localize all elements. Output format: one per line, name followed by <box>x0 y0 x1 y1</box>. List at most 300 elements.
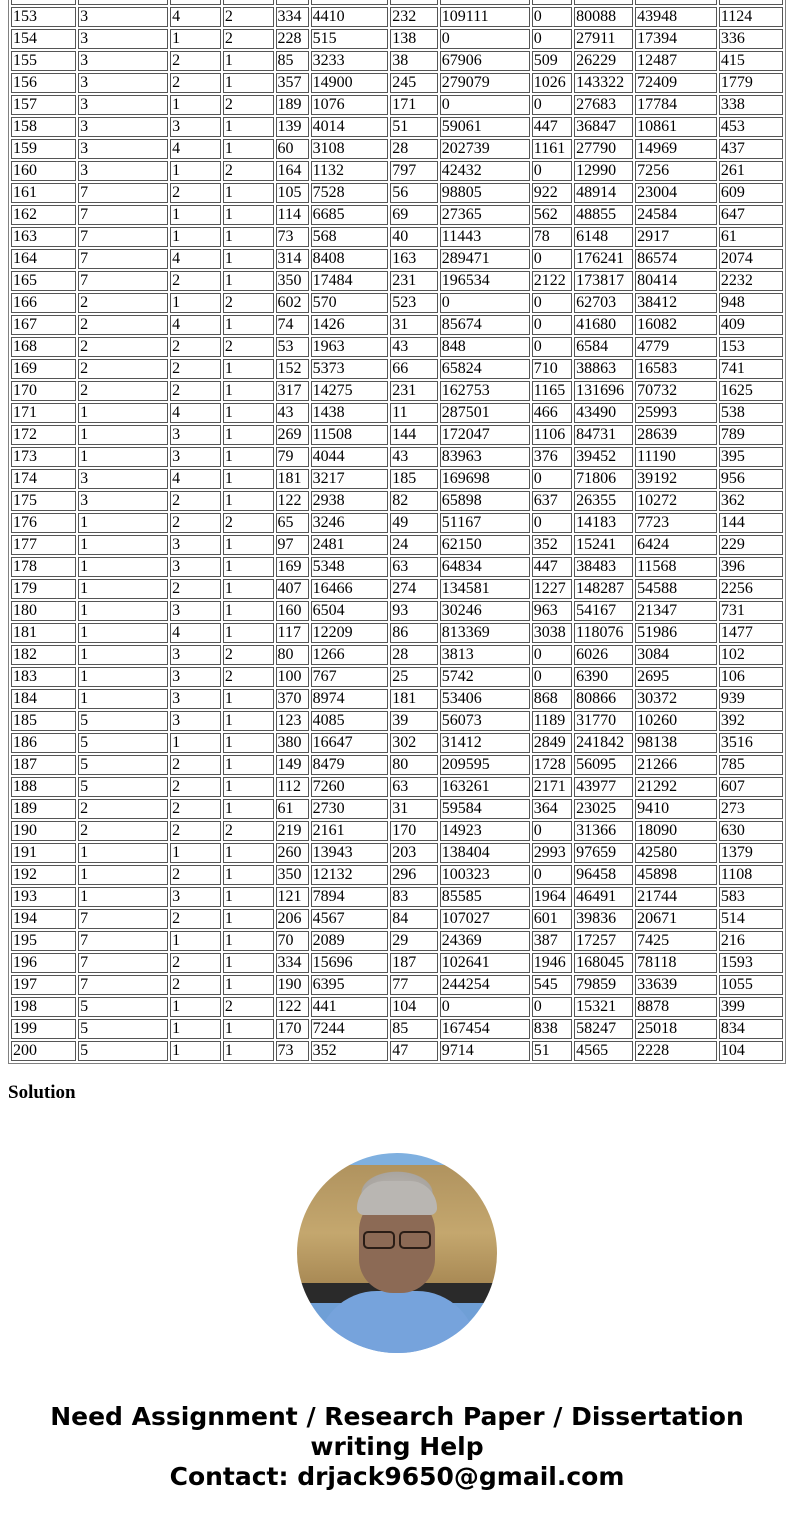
table-cell: 181 <box>11 623 76 643</box>
table-cell: 24 <box>390 535 438 555</box>
table-cell: 1 <box>223 711 274 731</box>
table-cell: 36847 <box>574 117 633 137</box>
solution-heading: Solution <box>8 1082 76 1103</box>
table-cell: 12132 <box>311 865 389 885</box>
table-cell: 138404 <box>440 843 530 863</box>
table-cell: 296 <box>390 865 438 885</box>
table-cell: 1 <box>223 381 274 401</box>
table-cell: 2 <box>170 777 221 797</box>
table-cell: 15241 <box>574 535 633 555</box>
table-cell: 2161 <box>311 821 389 841</box>
table-cell: 8479 <box>311 755 389 775</box>
table-cell: 2 <box>78 293 168 313</box>
table-cell: 562 <box>532 205 572 225</box>
table-row <box>11 513 783 533</box>
table-cell: 144 <box>719 513 783 533</box>
table-cell: 202739 <box>440 139 530 159</box>
table-cell: 7 <box>78 249 168 269</box>
table-cell: 182 <box>11 645 76 665</box>
table-cell: 387 <box>532 931 572 951</box>
table-cell: 583 <box>719 887 783 907</box>
table-cell: 170 <box>276 1019 309 1039</box>
table-cell: 7528 <box>311 183 389 203</box>
table-cell: 109111 <box>440 7 530 27</box>
table-cell: 62703 <box>574 293 633 313</box>
table-cell: 1 <box>170 227 221 247</box>
table-cell: 31 <box>390 799 438 819</box>
table-cell: 165 <box>11 271 76 291</box>
table-row <box>11 667 783 687</box>
table-cell: 27683 <box>574 95 633 115</box>
table-cell: 9410 <box>635 799 717 819</box>
table-cell: 38 <box>390 51 438 71</box>
table-row <box>11 777 783 797</box>
table-cell: 82 <box>390 491 438 511</box>
table-cell: 1 <box>78 579 168 599</box>
table-cell: 1 <box>170 931 221 951</box>
table-cell: 7 <box>78 931 168 951</box>
table-cell: 1227 <box>532 579 572 599</box>
table-cell: 83 <box>390 887 438 907</box>
table-cell: 0 <box>532 161 572 181</box>
table-cell: 200 <box>11 1041 76 1061</box>
table-cell: 28639 <box>635 425 717 445</box>
table-cell: 1 <box>78 403 168 423</box>
table-cell: 1 <box>223 887 274 907</box>
table-cell: 185 <box>390 469 438 489</box>
table-cell: 98805 <box>440 183 530 203</box>
table-cell: 85 <box>276 51 309 71</box>
table-cell: 184 <box>11 689 76 709</box>
table-cell: 362 <box>719 491 783 511</box>
table-row <box>11 601 783 621</box>
table-row <box>11 425 783 445</box>
table-cell: 2 <box>170 381 221 401</box>
table-cell: 0 <box>532 7 572 27</box>
table-cell: 2 <box>223 645 274 665</box>
table-row <box>11 491 783 511</box>
table-cell: 8878 <box>635 997 717 1017</box>
table-cell: 63 <box>390 557 438 577</box>
table-row <box>11 315 783 335</box>
table-cell: 186 <box>11 733 76 753</box>
table-cell: 31770 <box>574 711 633 731</box>
table-cell: 5 <box>78 1019 168 1039</box>
table-cell: 58247 <box>574 1019 633 1039</box>
table-cell: 153 <box>719 337 783 357</box>
table-cell: 4565 <box>574 1041 633 1061</box>
table-cell: 117 <box>276 623 309 643</box>
table-cell: 162753 <box>440 381 530 401</box>
table-cell: 2 <box>170 865 221 885</box>
table-cell: 138 <box>390 29 438 49</box>
table-cell: 27911 <box>574 29 633 49</box>
table-cell: 172047 <box>440 425 530 445</box>
table-cell: 2993 <box>532 843 572 863</box>
table-cell: 395 <box>719 447 783 467</box>
table-cell: 131696 <box>574 381 633 401</box>
table-cell: 187 <box>390 953 438 973</box>
table-row <box>11 953 783 973</box>
table-cell: 1165 <box>532 381 572 401</box>
table-cell: 514 <box>719 909 783 929</box>
table-row <box>11 799 783 819</box>
table-cell: 2 <box>78 315 168 335</box>
table-cell: 1 <box>170 205 221 225</box>
table-cell: 1 <box>223 359 274 379</box>
table-cell: 102641 <box>440 953 530 973</box>
table-cell: 42580 <box>635 843 717 863</box>
table-row <box>11 469 783 489</box>
table-cell: 14969 <box>635 139 717 159</box>
table-cell: 190 <box>11 821 76 841</box>
table-cell: 149 <box>276 755 309 775</box>
table-cell: 148287 <box>574 579 633 599</box>
table-cell: 392 <box>719 711 783 731</box>
table-cell: 65824 <box>440 359 530 379</box>
table-cell: 261 <box>719 161 783 181</box>
table-cell: 86574 <box>635 249 717 269</box>
table-cell: 25993 <box>635 403 717 423</box>
table-cell: 3 <box>78 73 168 93</box>
table-cell: 163 <box>390 249 438 269</box>
table-cell: 174 <box>11 469 76 489</box>
table-cell: 84731 <box>574 425 633 445</box>
table-cell: 338 <box>719 95 783 115</box>
table-cell: 170 <box>11 381 76 401</box>
table-cell: 1266 <box>311 645 389 665</box>
table-cell: 5742 <box>440 667 530 687</box>
table-cell: 231 <box>390 381 438 401</box>
table-cell: 166 <box>11 293 76 313</box>
table-cell: 62150 <box>440 535 530 555</box>
table-cell: 4044 <box>311 447 389 467</box>
table-cell: 1 <box>223 491 274 511</box>
table-cell: 370 <box>276 689 309 709</box>
table-cell: 54167 <box>574 601 633 621</box>
table-cell: 1 <box>223 689 274 709</box>
table-cell: 39192 <box>635 469 717 489</box>
table-row <box>11 51 783 71</box>
table-cell <box>78 0 168 5</box>
table-cell: 74 <box>276 315 309 335</box>
table-cell: 2 <box>78 821 168 841</box>
table-cell: 7 <box>78 953 168 973</box>
table-cell: 31 <box>390 315 438 335</box>
table-row <box>11 381 783 401</box>
table-cell: 53406 <box>440 689 530 709</box>
table-cell: 274 <box>390 579 438 599</box>
table-cell: 2917 <box>635 227 717 247</box>
table-cell: 190 <box>276 975 309 995</box>
table-cell <box>170 0 221 5</box>
table-cell: 3 <box>78 51 168 71</box>
table-row <box>11 865 783 885</box>
table-row <box>11 843 783 863</box>
table-cell: 167454 <box>440 1019 530 1039</box>
table-cell: 31412 <box>440 733 530 753</box>
table-cell: 1 <box>170 29 221 49</box>
table-cell: 6148 <box>574 227 633 247</box>
table-cell: 7 <box>78 271 168 291</box>
table-cell: 0 <box>532 645 572 665</box>
table-cell: 41680 <box>574 315 633 335</box>
table-cell: 59584 <box>440 799 530 819</box>
table-cell: 1 <box>78 535 168 555</box>
table-cell: 334 <box>276 953 309 973</box>
table-cell <box>719 0 783 5</box>
table-cell: 5 <box>78 755 168 775</box>
table-cell: 6685 <box>311 205 389 225</box>
table-cell: 192 <box>11 865 76 885</box>
table-cell: 956 <box>719 469 783 489</box>
table-row <box>11 161 783 181</box>
table-cell: 2 <box>170 513 221 533</box>
table-cell: 158 <box>11 117 76 137</box>
table-cell: 1132 <box>311 161 389 181</box>
table-cell: 17784 <box>635 95 717 115</box>
table-cell: 6584 <box>574 337 633 357</box>
table-cell: 1 <box>170 293 221 313</box>
table-cell: 4567 <box>311 909 389 929</box>
table-cell: 2 <box>170 337 221 357</box>
table-cell: 169 <box>276 557 309 577</box>
table-cell: 15696 <box>311 953 389 973</box>
table-cell: 0 <box>532 293 572 313</box>
table-cell: 168045 <box>574 953 633 973</box>
table-cell: 466 <box>532 403 572 423</box>
table-cell: 48914 <box>574 183 633 203</box>
table-cell: 228 <box>276 29 309 49</box>
table-cell: 0 <box>440 29 530 49</box>
table-row <box>11 403 783 423</box>
table-cell: 545 <box>532 975 572 995</box>
table-cell: 93 <box>390 601 438 621</box>
avatar-hair <box>357 1181 437 1215</box>
table-cell: 2 <box>170 909 221 929</box>
table-cell: 17394 <box>635 29 717 49</box>
table-cell: 51 <box>532 1041 572 1061</box>
table-cell: 838 <box>532 1019 572 1039</box>
table-cell: 2171 <box>532 777 572 797</box>
table-cell: 134581 <box>440 579 530 599</box>
table-cell: 2 <box>170 271 221 291</box>
table-cell: 834 <box>719 1019 783 1039</box>
table-cell: 3 <box>170 557 221 577</box>
table-cell: 3108 <box>311 139 389 159</box>
table-cell: 172 <box>11 425 76 445</box>
table-cell: 180 <box>11 601 76 621</box>
table-cell: 39836 <box>574 909 633 929</box>
table-cell: 1 <box>223 557 274 577</box>
table-cell: 5373 <box>311 359 389 379</box>
table-cell: 538 <box>719 403 783 423</box>
table-cell: 5 <box>78 733 168 753</box>
table-cell: 229 <box>719 535 783 555</box>
table-cell: 8974 <box>311 689 389 709</box>
table-cell: 2 <box>78 359 168 379</box>
table-cell: 334 <box>276 7 309 27</box>
table-cell: 72409 <box>635 73 717 93</box>
promo-line-2: writing Help <box>310 1432 484 1461</box>
table-cell: 63 <box>390 777 438 797</box>
table-cell: 7 <box>78 205 168 225</box>
table-cell: 216 <box>719 931 783 951</box>
table-cell: 3 <box>78 139 168 159</box>
table-cell: 4779 <box>635 337 717 357</box>
table-cell: 84 <box>390 909 438 929</box>
table-cell: 6026 <box>574 645 633 665</box>
table-cell: 80 <box>390 755 438 775</box>
table-cell: 1 <box>78 689 168 709</box>
table-cell: 164 <box>11 249 76 269</box>
table-cell: 0 <box>532 513 572 533</box>
table-cell: 104 <box>390 997 438 1017</box>
table-cell: 317 <box>276 381 309 401</box>
table-cell: 2 <box>170 755 221 775</box>
table-cell: 3 <box>170 601 221 621</box>
table-cell: 3 <box>170 117 221 137</box>
table-cell: 197 <box>11 975 76 995</box>
table-cell: 232 <box>390 7 438 27</box>
table-row <box>11 249 783 269</box>
table-cell: 352 <box>532 535 572 555</box>
table-cell: 1 <box>78 601 168 621</box>
table-cell: 963 <box>532 601 572 621</box>
table-cell: 7723 <box>635 513 717 533</box>
table-cell: 12487 <box>635 51 717 71</box>
table-cell: 3516 <box>719 733 783 753</box>
table-cell: 231 <box>390 271 438 291</box>
table-cell: 51986 <box>635 623 717 643</box>
table-cell: 1 <box>223 469 274 489</box>
table-cell: 79 <box>276 447 309 467</box>
table-cell: 178 <box>11 557 76 577</box>
table-cell: 1 <box>223 799 274 819</box>
table-cell: 162 <box>11 205 76 225</box>
table-cell: 3217 <box>311 469 389 489</box>
table-cell: 2 <box>170 975 221 995</box>
table-cell: 28 <box>390 139 438 159</box>
table-cell: 797 <box>390 161 438 181</box>
table-cell: 85674 <box>440 315 530 335</box>
author-avatar <box>297 1153 497 1353</box>
table-cell: 219 <box>276 821 309 841</box>
table-cell: 2 <box>170 821 221 841</box>
table-cell: 7260 <box>311 777 389 797</box>
table-cell: 189 <box>11 799 76 819</box>
table-cell: 170 <box>390 821 438 841</box>
table-cell: 1 <box>170 997 221 1017</box>
table-cell: 3 <box>170 425 221 445</box>
table-cell: 1 <box>223 975 274 995</box>
table-cell: 3 <box>170 711 221 731</box>
table-cell: 47 <box>390 1041 438 1061</box>
table-cell: 630 <box>719 821 783 841</box>
table-cell: 193 <box>11 887 76 907</box>
table-cell: 447 <box>532 557 572 577</box>
table-cell: 11190 <box>635 447 717 467</box>
table-cell: 1 <box>223 315 274 335</box>
table-cell: 185 <box>11 711 76 731</box>
table-cell: 154 <box>11 29 76 49</box>
table-cell: 1 <box>78 887 168 907</box>
table-cell: 1 <box>223 205 274 225</box>
table-cell: 70 <box>276 931 309 951</box>
table-cell: 11568 <box>635 557 717 577</box>
table-cell: 30246 <box>440 601 530 621</box>
table-cell: 2849 <box>532 733 572 753</box>
table-cell: 1 <box>223 733 274 753</box>
table-cell: 3 <box>170 645 221 665</box>
table-cell: 104 <box>719 1041 783 1061</box>
table-cell: 2 <box>223 337 274 357</box>
table-row <box>11 689 783 709</box>
table-cell: 13943 <box>311 843 389 863</box>
table-cell: 1026 <box>532 73 572 93</box>
table-cell: 350 <box>276 865 309 885</box>
table-cell: 42432 <box>440 161 530 181</box>
table-cell: 195 <box>11 931 76 951</box>
table-cell: 1 <box>223 579 274 599</box>
table-cell: 69 <box>390 205 438 225</box>
table-cell: 2 <box>170 491 221 511</box>
table-cell: 245 <box>390 73 438 93</box>
table-cell: 77 <box>390 975 438 995</box>
table-cell: 71806 <box>574 469 633 489</box>
table-cell: 948 <box>719 293 783 313</box>
table-cell: 60 <box>276 139 309 159</box>
table-cell: 56073 <box>440 711 530 731</box>
table-cell: 23004 <box>635 183 717 203</box>
table-cell: 163261 <box>440 777 530 797</box>
table-cell: 7894 <box>311 887 389 907</box>
table-cell: 868 <box>532 689 572 709</box>
table-cell: 1 <box>223 447 274 467</box>
table-cell: 2 <box>78 381 168 401</box>
table-row <box>11 975 783 995</box>
table-cell: 43 <box>390 447 438 467</box>
table-cell: 2 <box>223 29 274 49</box>
table-cell: 152 <box>276 359 309 379</box>
table-cell: 122 <box>276 997 309 1017</box>
table-cell: 43977 <box>574 777 633 797</box>
table-cell <box>11 0 76 5</box>
table-cell: 767 <box>311 667 389 687</box>
table-cell: 102 <box>719 645 783 665</box>
table-row <box>11 711 783 731</box>
table-cell: 0 <box>532 29 572 49</box>
table-cell: 65898 <box>440 491 530 511</box>
table-cell: 73 <box>276 1041 309 1061</box>
table-cell: 241842 <box>574 733 633 753</box>
table-cell: 56 <box>390 183 438 203</box>
table-cell: 1477 <box>719 623 783 643</box>
table-cell: 437 <box>719 139 783 159</box>
table-cell: 49 <box>390 513 438 533</box>
table-cell: 121 <box>276 887 309 907</box>
table-cell: 2938 <box>311 491 389 511</box>
promo-banner <box>0 1402 794 1492</box>
table-cell: 175 <box>11 491 76 511</box>
table-cell: 188 <box>11 777 76 797</box>
table-row <box>11 271 783 291</box>
table-cell: 118076 <box>574 623 633 643</box>
table-cell: 160 <box>276 601 309 621</box>
table-cell: 0 <box>532 315 572 335</box>
table-row <box>11 73 783 93</box>
table-cell: 173817 <box>574 271 633 291</box>
